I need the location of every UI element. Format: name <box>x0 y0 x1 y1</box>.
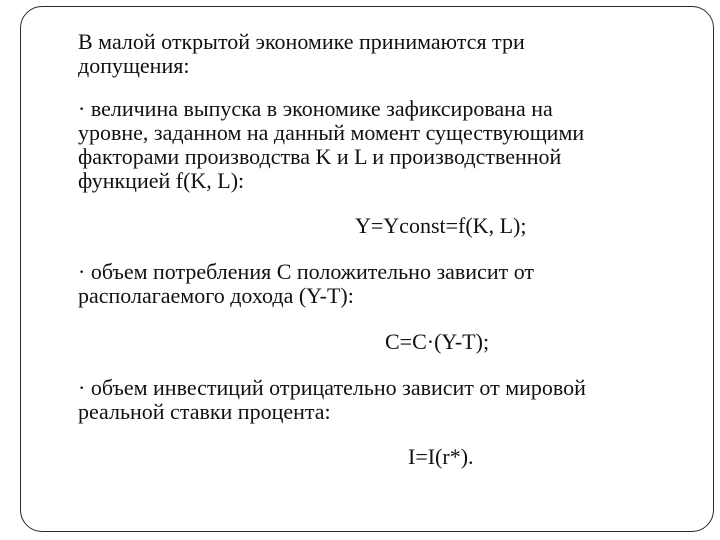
intro-line: В малой открытой экономике принимаются три <box>78 29 525 54</box>
assumption-line: располагаемого дохода (Y-T): <box>78 283 354 308</box>
assumption-output-paragraph <box>78 97 584 193</box>
assumption-line: функцией f(K, L): <box>78 168 245 193</box>
assumption-consumption-paragraph <box>78 260 534 308</box>
consumption-formula: C=C·(Y-T); <box>385 329 490 354</box>
investment-formula: I=I(r*). <box>408 444 474 469</box>
output-formula: Y=Yconst=f(K, L); <box>355 213 527 238</box>
assumption-line: · объем инвестиций отрицательно зависит от мировой <box>78 375 586 400</box>
assumption-line: · величина выпуска в экономике зафиксирована на <box>78 96 553 121</box>
intro-line: допущения: <box>78 53 190 78</box>
assumption-line: реальной ставки процента: <box>78 399 331 424</box>
intro-paragraph <box>78 30 525 78</box>
assumption-line: уровне, заданном на данный момент существующими <box>78 120 585 145</box>
assumption-line: · объем потребления C положительно зависит от <box>78 259 535 284</box>
assumption-line: факторами производства K и L и производственной <box>78 144 562 169</box>
assumption-investment-paragraph <box>78 376 586 424</box>
